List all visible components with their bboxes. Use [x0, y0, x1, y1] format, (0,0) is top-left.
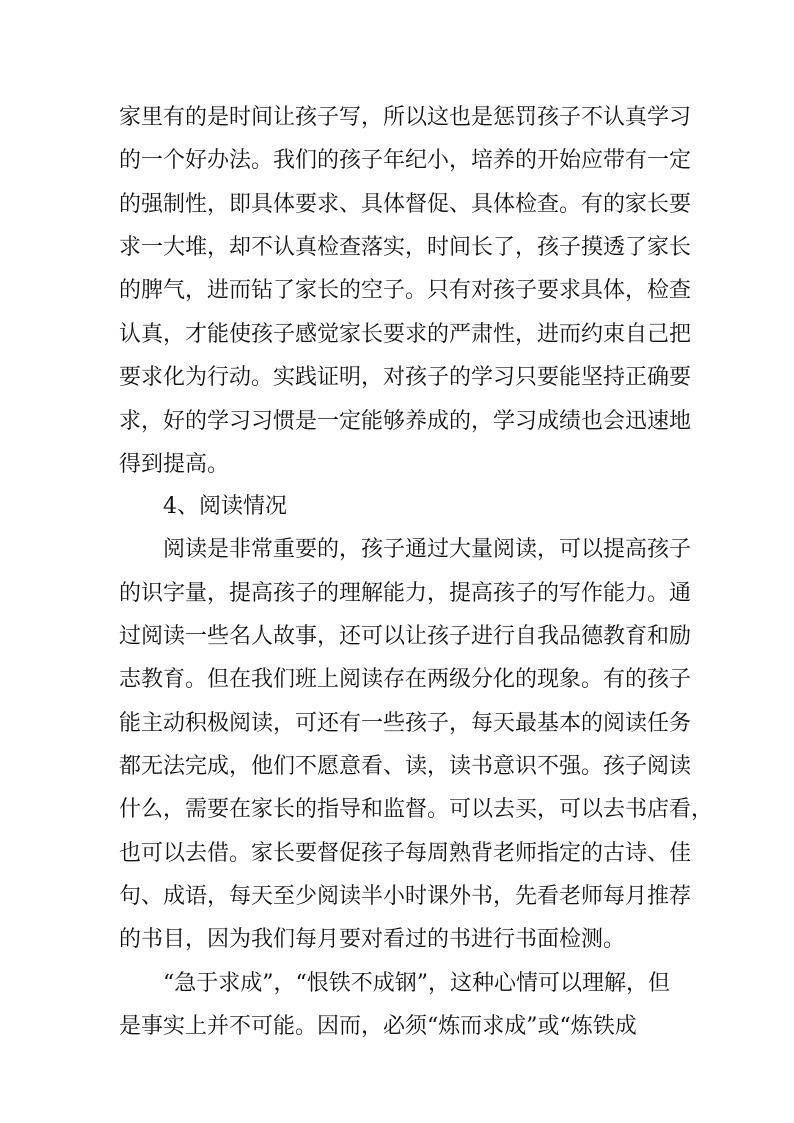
- paragraph-line: 认真，才能使孩子感觉家长要求的严肃性，进而约束自己把: [119, 322, 692, 347]
- paragraph-line: 的一个好办法。我们的孩子年纪小，培养的开始应带有一定: [119, 148, 692, 173]
- paragraph-line: 的识字量，提高孩子的理解能力，提高孩子的写作能力。通: [119, 581, 692, 606]
- paragraph-line: 得到提高。: [119, 452, 230, 477]
- paragraph-line: 志教育。但在我们班上阅读存在两级分化的现象。有的孩子: [119, 667, 692, 692]
- paragraph-line: 的脾气，进而钻了家长的空子。只有对孩子要求具体，检查: [119, 278, 692, 303]
- paragraph-line: 是事实上并不可能。因而，必须“炼而求成”或“炼铁成: [119, 1014, 637, 1039]
- paragraph-line: 什么，需要在家长的指导和监督。可以去买，可以去书店看，: [119, 797, 714, 822]
- paragraph-line: 的强制性，即具体要求、具体督促、具体检查。有的家长要: [119, 192, 692, 217]
- paragraph-line: 求一大堆，却不认真检查落实，时间长了，孩子摸透了家长: [119, 235, 692, 260]
- paragraph-line: 求，好的学习习惯是一定能够养成的，学习成绩也会迅速地: [119, 409, 692, 434]
- paragraph-line: 句、成语，每天至少阅读半小时课外书，先看老师每月推荐: [119, 884, 692, 909]
- paragraph-line: 也可以去借。家长要督促孩子每周熟背老师指定的古诗、佳: [119, 841, 692, 866]
- paragraph-line: 家里有的是时间让孩子写，所以这也是惩罚孩子不认真学习: [119, 105, 692, 130]
- section-heading: 4、阅读情况: [163, 494, 287, 519]
- paragraph-line: 要求化为行动。实践证明，对孩子的学习只要能坚持正确要: [119, 365, 692, 390]
- paragraph-line: “急于求成”，“恨铁不成钢”，这种心情可以理解，但: [163, 971, 670, 996]
- paragraph-line: 能主动积极阅读，可还有一些孩子，每天最基本的阅读任务: [119, 711, 692, 736]
- paragraph-line: 阅读是非常重要的，孩子通过大量阅读，可以提高孩子: [163, 537, 692, 562]
- paragraph-line: 过阅读一些名人故事，还可以让孩子进行自我品德教育和励: [119, 624, 692, 649]
- paragraph-line: 的书目，因为我们每月要对看过的书进行书面检测。: [119, 927, 626, 952]
- paragraph-line: 都无法完成，他们不愿意看、读，读书意识不强。孩子阅读: [119, 754, 692, 779]
